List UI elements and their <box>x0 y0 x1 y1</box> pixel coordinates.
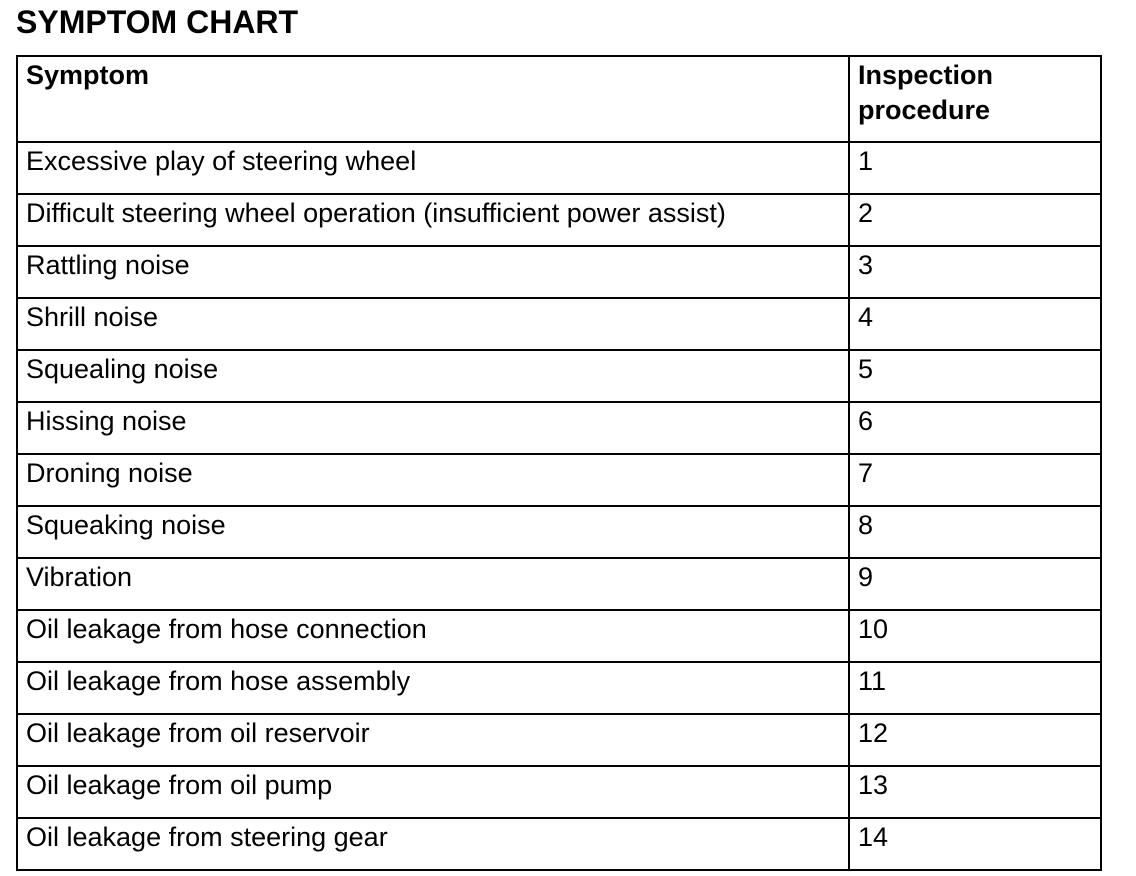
symptom-cell: Shrill noise <box>17 298 849 350</box>
symptom-cell: Oil leakage from hose connection <box>17 610 849 662</box>
table-row <box>17 246 1101 298</box>
table-row <box>17 454 1101 506</box>
procedure-cell: 14 <box>849 818 1101 870</box>
procedure-cell: 8 <box>849 506 1101 558</box>
table-row <box>17 662 1101 714</box>
column-header-inspection-procedure: Inspection procedure <box>849 56 1101 142</box>
procedure-cell: 1 <box>849 142 1101 194</box>
symptom-cell: Droning noise <box>17 454 849 506</box>
table-row <box>17 402 1101 454</box>
table-row <box>17 766 1101 818</box>
procedure-cell: 6 <box>849 402 1101 454</box>
symptom-cell: Vibration <box>17 558 849 610</box>
procedure-cell: 9 <box>849 558 1101 610</box>
symptom-cell: Squeaking noise <box>17 506 849 558</box>
column-header-symptom: Symptom <box>17 56 849 142</box>
symptom-table <box>16 55 1102 871</box>
symptom-cell: Hissing noise <box>17 402 849 454</box>
symptom-cell: Difficult steering wheel operation (insufficient power assist) <box>17 194 849 246</box>
table-row <box>17 506 1101 558</box>
procedure-cell: 10 <box>849 610 1101 662</box>
procedure-cell: 12 <box>849 714 1101 766</box>
symptom-cell: Oil leakage from oil pump <box>17 766 849 818</box>
symptom-cell: Oil leakage from steering gear <box>17 818 849 870</box>
procedure-cell: 11 <box>849 662 1101 714</box>
symptom-cell: Excessive play of steering wheel <box>17 142 849 194</box>
procedure-cell: 5 <box>849 350 1101 402</box>
page-title: SYMPTOM CHART <box>16 4 299 40</box>
table-header-row <box>17 56 1101 142</box>
procedure-cell: 3 <box>849 246 1101 298</box>
table-row <box>17 142 1101 194</box>
table-row <box>17 298 1101 350</box>
table-row <box>17 610 1101 662</box>
procedure-cell: 7 <box>849 454 1101 506</box>
symptom-cell: Squealing noise <box>17 350 849 402</box>
symptom-cell: Oil leakage from hose assembly <box>17 662 849 714</box>
table-row <box>17 194 1101 246</box>
symptom-cell: Oil leakage from oil reservoir <box>17 714 849 766</box>
table-row <box>17 714 1101 766</box>
table-row <box>17 350 1101 402</box>
table-row <box>17 818 1101 870</box>
table-row <box>17 558 1101 610</box>
procedure-cell: 2 <box>849 194 1101 246</box>
procedure-cell: 13 <box>849 766 1101 818</box>
procedure-cell: 4 <box>849 298 1101 350</box>
symptom-cell: Rattling noise <box>17 246 849 298</box>
